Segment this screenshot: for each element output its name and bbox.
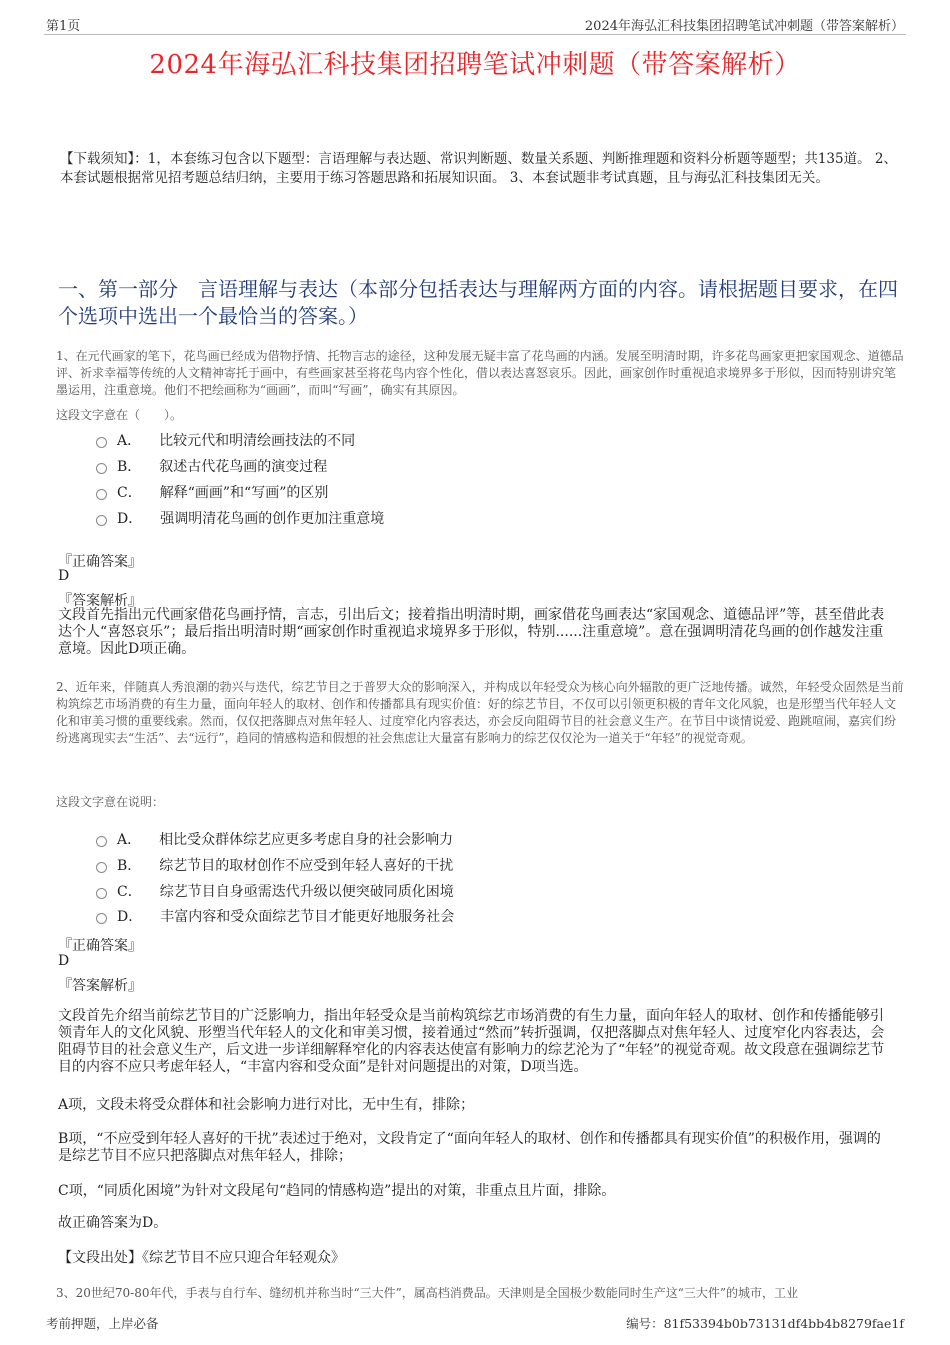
q1-option-d[interactable] bbox=[96, 508, 384, 528]
option-text: 强调明清花鸟画的创作更加注重意境 bbox=[160, 511, 385, 527]
page-title: 2024年海弘汇科技集团招聘笔试冲刺题（带答案解析） bbox=[149, 50, 801, 80]
radio-icon[interactable] bbox=[96, 888, 107, 899]
radio-icon[interactable] bbox=[96, 515, 107, 526]
option-letter: B． bbox=[117, 858, 142, 874]
q2-option-c-analysis: C项，“同质化困境”为针对文段尾句“趋同的情感构造”提出的对策，非重点且片面，排除。 bbox=[58, 1183, 616, 1199]
q1-option-b[interactable] bbox=[96, 456, 327, 476]
radio-icon[interactable] bbox=[96, 437, 107, 448]
header-divider bbox=[44, 34, 906, 35]
q1-analysis: 文段首先指出元代画家借花鸟画抒情，言志，引出后文；接着指出明清时期，画家借花鸟画表达“家国观念、道德品评”等，甚至借此表达个人“喜怒哀乐”；最后指出明清时期“画家创作时重视追求境界多于形似，特别......注重意境”。意在强调明清花鸟画的创作越发注重意境。因此D项正确。 bbox=[58, 607, 885, 657]
q2-option-b-analysis: B项，“不应受到年轻人喜好的干扰”表述过于绝对，文段肯定了“面向年轻人的取材、创作和传播都具有现实价值”的积极作用，强调的是综艺节目不应只把落脚点对焦年轻人，排除； bbox=[58, 1131, 881, 1164]
option-text: 丰富内容和受众面综艺节目才能更好地服务社会 bbox=[160, 909, 455, 925]
q2-answer: D bbox=[58, 953, 70, 969]
q2-option-a-analysis: A项，文段未将受众群体和社会影响力进行对比，无中生有，排除； bbox=[58, 1097, 475, 1113]
option-text: 比较元代和明清绘画技法的不同 bbox=[159, 433, 356, 449]
question-1-stem: 1、在元代画家的笔下，花鸟画已经成为借物抒情、托物言志的途径，这种发展无疑丰富了花鸟画的内涵。发展至明清时期，许多花鸟画家更把家国观念、道德品评、祈求幸福等传统的人文精神寄托于画中，有些画家甚至将花鸟内容个性化，借以表达喜怒哀乐。因此，画家创作时重视追求境界多于形似，因而特别讲究笔墨运用，注重意境。他们不把绘画称为“画画”，而叫“写画”，确实有其原因。 bbox=[56, 349, 904, 397]
option-letter: A． bbox=[117, 433, 142, 449]
option-text: 叙述古代花鸟画的演变过程 bbox=[159, 459, 328, 475]
section-heading: 一、第一部分 言语理解与表达（本部分包括表达与理解两方面的内容。请根据题目要求，在四个选项中选出一个最恰当的答案。） bbox=[58, 277, 898, 328]
radio-icon[interactable] bbox=[96, 489, 107, 500]
option-letter: C． bbox=[117, 884, 142, 900]
option-letter: D． bbox=[117, 511, 143, 527]
q2-answer-label: 『正确答案』 bbox=[58, 938, 142, 954]
source-label: 【文段出处】 bbox=[58, 1250, 142, 1266]
q2-option-a[interactable] bbox=[96, 829, 453, 849]
option-text: 综艺节目自身亟需迭代升级以便突破同质化困境 bbox=[159, 884, 454, 900]
question-2-prompt: 这段文字意在说明： bbox=[56, 795, 165, 809]
q1-answer-label: 『正确答案』 bbox=[58, 554, 142, 570]
page-number: 第1页 bbox=[46, 19, 81, 34]
question-3-stem: 3、20世纪70-80年代，手表与自行车、缝纫机并称当时“三大件”，属高档消费品。天津则是全国极少数能同时生产这“三大件”的城市，工业 bbox=[56, 1286, 799, 1300]
question-2-stem: 2、近年来，伴随真人秀浪潮的勃兴与迭代，综艺节目之于普罗大众的影响深入，并构成以年轻受众为核心向外辐散的更广泛地传播。诚然，年轻受众固然是当前构筑综艺市场消费的有生力量，面向年轻人的取材、创作和传播都具有现实价值：好的综艺节目，不仅可以引领更积极的青年文化风貌，也是形塑当代年轻人文化和审美习惯的重要线索。然而，仅仅把落脚点对焦年轻人、过度窄化内容表达，亦会反向阻碍节目的社会意义生产。在节目中谈情说爱、跑跳喧闹，嘉宾们纷纷逃离现实去“生活”、去“远行”，趋同的情感构造和假想的社会焦虑让大量富有影响力的综艺仅仅沦为一道关于“年轻”的视觉奇观。 bbox=[56, 680, 904, 745]
q2-source bbox=[58, 1247, 345, 1267]
download-notice: 【下载须知】：1，本套练习包含以下题型：言语理解与表达题、常识判断题、数量关系题、判断推理题和资料分析题等题型；共135道。 2、本套试题根据常见招考题总结归纳，主要用于练习答题思路和拓展知识面。 3、本套试题非考试真题，且与海弘汇科技集团无关。 bbox=[60, 151, 897, 186]
question-1-prompt: 这段文字意在（ ）。 bbox=[56, 408, 183, 422]
q1-option-a[interactable] bbox=[96, 430, 355, 450]
running-title: 2024年海弘汇科技集团招聘笔试冲刺题（带答案解析） bbox=[584, 19, 904, 34]
q2-option-c[interactable] bbox=[96, 881, 454, 901]
option-letter: A． bbox=[117, 832, 142, 848]
radio-icon[interactable] bbox=[96, 463, 107, 474]
source-text: 《综艺节目不应只迎合年轻观众》 bbox=[142, 1250, 345, 1266]
q2-conclusion: 故正确答案为D。 bbox=[58, 1215, 168, 1231]
q2-analysis-label: 『答案解析』 bbox=[58, 978, 142, 994]
option-letter: C． bbox=[117, 485, 142, 501]
q1-answer: D bbox=[58, 568, 70, 584]
q1-analysis-label: 『答案解析』 bbox=[58, 593, 142, 609]
q2-analysis: 文段首先介绍当前综艺节目的广泛影响力，指出年轻受众是当前构筑综艺市场消费的有生力量，面向年轻人的取材、创作和传播能够引领青年人的文化风貌、形塑当代年轻人的文化和审美习惯，接着通过“然而”转折强调，仅把落脚点对焦年轻人、过度窄化内容表达，会阻碍节目的社会意义生产，后文进一步详细解释窄化的内容表达使富有影响力的综艺沦为了“年轻”的视觉奇观。故文段意在强调综艺节目的内容不应只考虑年轻人，“丰富内容和受众面”是针对问题提出的对策，D项当选。 bbox=[58, 1008, 885, 1075]
option-text: 相比受众群体综艺应更多考虑自身的社会影响力 bbox=[159, 832, 454, 848]
q2-option-d[interactable] bbox=[96, 906, 454, 926]
radio-icon[interactable] bbox=[96, 913, 107, 924]
radio-icon[interactable] bbox=[96, 862, 107, 873]
q1-option-c[interactable] bbox=[96, 482, 328, 502]
radio-icon[interactable] bbox=[96, 836, 107, 847]
option-text: 解释“画画”和“写画”的区别 bbox=[159, 485, 329, 501]
q2-option-b[interactable] bbox=[96, 855, 453, 875]
footer-doc-id: 编号：81f53394b0b73131df4bb4b8279fae1f bbox=[626, 1316, 904, 1331]
option-letter: D． bbox=[117, 909, 143, 925]
option-letter: B． bbox=[117, 459, 142, 475]
option-text: 综艺节目的取材创作不应受到年轻人喜好的干扰 bbox=[159, 858, 454, 874]
footer-slogan: 考前押题，上岸必备 bbox=[46, 1316, 159, 1331]
